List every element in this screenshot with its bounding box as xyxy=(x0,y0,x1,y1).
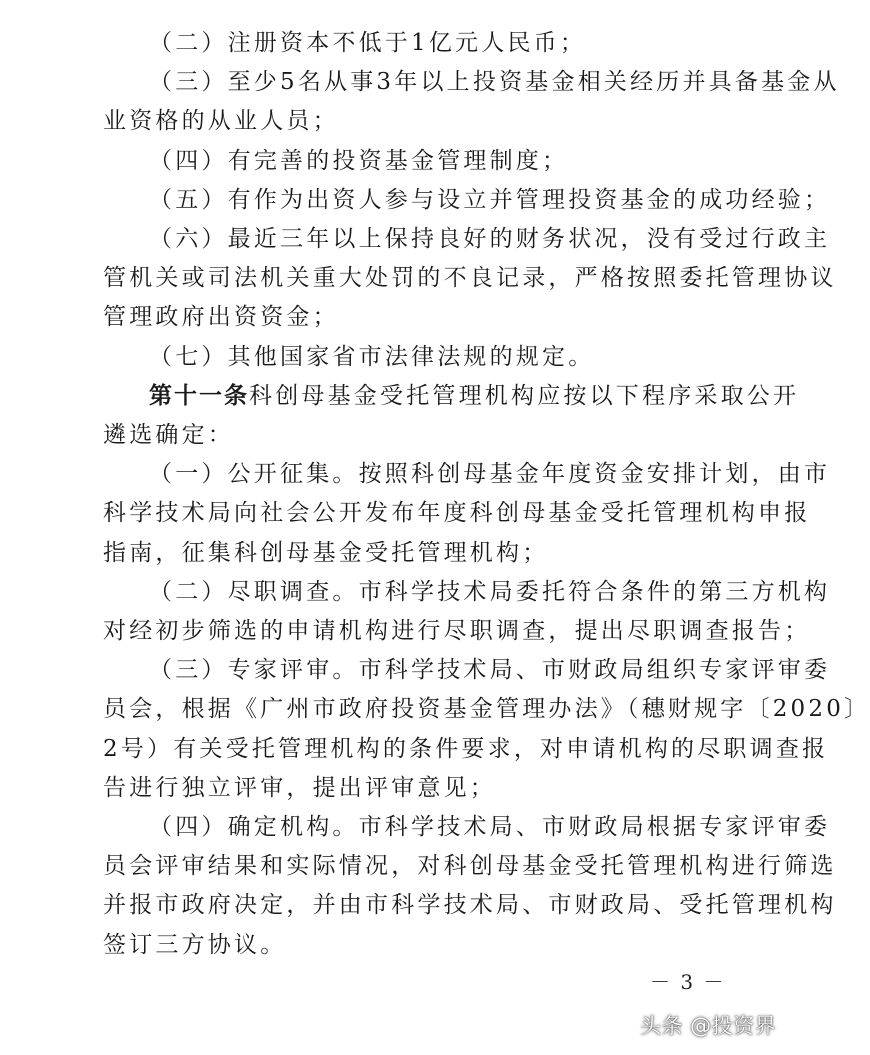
text-line: 对经初步筛选的申请机构进行尽职调查，提出尽职调查报告； xyxy=(103,618,811,644)
text-line: 员会评审结果和实际情况，对科创母基金受托管理机构进行筛选 xyxy=(103,853,837,879)
text-line: 科学技术局向社会公开发布年度科创母基金受托管理机构申报 xyxy=(103,500,811,526)
text-line: 业资格的从业人员； xyxy=(103,108,339,134)
text-line: （二）尽职调查。市科学技术局委托符合条件的第三方机构 xyxy=(149,579,831,605)
article-line xyxy=(149,375,799,417)
article-text: 科创母基金受托管理机构应按以下程序采取公开 xyxy=(249,383,800,409)
text-line: （二）注册资本不低于1亿元人民币； xyxy=(149,30,587,56)
text-line: 2号）有关受托管理机构的条件要求，对申请机构的尽职调查报 xyxy=(103,736,829,762)
text-line: （五）有作为出资人参与设立并管理投资基金的成功经验； xyxy=(149,187,831,213)
text-line: 指南，征集科创母基金受托管理机构； xyxy=(103,540,549,566)
text-line: （四）有完善的投资基金管理制度； xyxy=(149,148,569,174)
text-line: 告进行独立评审，提出评审意见； xyxy=(103,775,496,801)
watermark: 头条 @投资界 xyxy=(640,1014,777,1038)
text-line: （六）最近三年以上保持良好的财务状况，没有受过行政主 xyxy=(149,226,831,252)
text-line: 员会，根据《广州市政府投资基金管理办法》（穗财规字〔2020〕 xyxy=(103,696,870,722)
text-line: 管机关或司法机关重大处罚的不良记录，严格按照委托管理协议 xyxy=(103,265,837,291)
text-line: 遴选确定： xyxy=(103,422,234,448)
text-line: （三）专家评审。市科学技术局、市财政局组织专家评审委 xyxy=(149,657,831,683)
text-line: （三）至少5名从事3年以上投资基金相关经历并具备基金从 xyxy=(149,69,840,95)
text-line: 并报市政府决定，并由市科学技术局、市财政局、受托管理机构 xyxy=(103,892,837,918)
text-line: （一）公开征集。按照科创母基金年度资金安排计划，由市 xyxy=(149,461,831,487)
text-line: 管理政府出资资金； xyxy=(103,304,339,330)
text-line: 签订三方协议。 xyxy=(103,932,287,958)
page-number: － 3 － xyxy=(650,970,726,994)
text-line: （四）确定机构。市科学技术局、市财政局根据专家评审委 xyxy=(149,814,831,840)
article-label: 第十一条 xyxy=(149,383,249,409)
text-line: （七）其他国家省市法律法规的规定。 xyxy=(149,344,595,370)
